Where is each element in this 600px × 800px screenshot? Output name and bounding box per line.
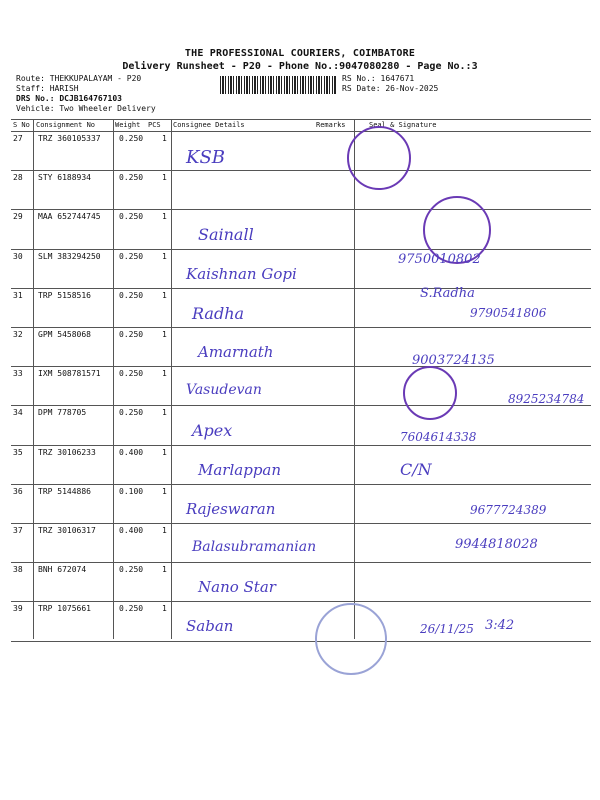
row-consignee-handwritten: Rajeswaran <box>186 499 276 518</box>
route-text: Route: THEKKUPALAYAM - P20 <box>16 74 142 83</box>
signature-text: 9003724135 <box>412 353 495 368</box>
runsheet-subtitle: Delivery Runsheet - P20 - Phone No.:9047080280 - Page No.:3 <box>122 61 478 72</box>
row-consignment-no: BNH 672074 <box>38 565 87 575</box>
row-pcs: 1 <box>162 408 167 418</box>
row-sno: 39 <box>13 604 23 614</box>
row-sno: 32 <box>13 330 23 339</box>
row-weight: 0.250 <box>119 134 144 143</box>
signature-text: 3:42 <box>485 618 515 633</box>
row-sno: 28 <box>13 173 23 183</box>
row-consignee-handwritten: Nano Star <box>198 578 276 597</box>
row-weight: 0.250 <box>119 565 144 575</box>
row-consignee-handwritten: Kaishnan Gopi <box>186 264 297 283</box>
row-consignee-handwritten: Marlappan <box>198 460 282 479</box>
row-consignee-handwritten: Sainall <box>198 225 254 245</box>
row-consignment-no: GPM 5458068 <box>38 330 91 339</box>
row-sno: 38 <box>13 565 23 575</box>
signature-text: 9677724389 <box>470 503 547 517</box>
row-consignment-no: TRZ 30106233 <box>38 447 96 457</box>
signature-text: 26/11/25 <box>420 622 474 636</box>
col-consignee: Consignee Details <box>173 121 245 129</box>
row-weight: 0.250 <box>119 330 144 339</box>
row-consignee-handwritten: Apex <box>192 421 233 441</box>
row-consignment-no: TRZ 360105337 <box>38 134 101 143</box>
row-sno: 30 <box>13 251 23 261</box>
col-remarks: Remarks <box>316 121 346 129</box>
col-sno: S No <box>13 121 30 129</box>
vehicle-text: Vehicle: Two Wheeler Delivery <box>16 104 156 113</box>
row-pcs: 1 <box>162 369 167 379</box>
seal-stamp <box>315 603 387 675</box>
row-weight: 0.400 <box>119 526 144 535</box>
row-consignment-no: TRP 1075661 <box>38 604 91 614</box>
row-weight: 0.250 <box>119 408 144 418</box>
row-consignment-no: IXM 508781571 <box>38 369 101 379</box>
row-pcs: 1 <box>162 565 167 575</box>
row-sno: 27 <box>13 134 23 143</box>
row-consignment-no: MAA 652744745 <box>38 212 101 222</box>
row-consignment-no: TRZ 30106317 <box>38 526 96 535</box>
row-pcs: 1 <box>162 447 167 457</box>
row-pcs: 1 <box>162 330 167 339</box>
rs-no-text: RS No.: 1647671 <box>342 74 415 83</box>
row-weight: 0.250 <box>119 251 144 261</box>
rs-date-text: RS Date: 26-Nov-2025 <box>342 84 439 93</box>
row-sno: 33 <box>13 369 23 379</box>
seal-stamp <box>403 366 457 420</box>
col-consignment: Consignment No <box>36 121 96 129</box>
row-pcs: 1 <box>162 134 167 143</box>
row-weight: 0.250 <box>119 173 144 183</box>
row-consignee-handwritten: KSB <box>186 147 226 168</box>
barcode <box>220 76 336 94</box>
row-sno: 34 <box>13 408 23 418</box>
drs-text: DRS No.: DCJB164767103 <box>16 94 122 103</box>
col-weight: Weight <box>115 121 141 129</box>
row-sno: 29 <box>13 212 23 222</box>
signature-text: 9790541806 <box>470 306 547 320</box>
runsheet-table <box>11 119 591 639</box>
row-pcs: 1 <box>162 251 167 261</box>
col-seal: Seal & Signature <box>369 121 437 129</box>
row-pcs: 1 <box>162 212 167 222</box>
row-consignee-handwritten: Radha <box>192 303 245 323</box>
col-pcs: PCS <box>148 121 161 129</box>
row-consignee-handwritten: Amarnath <box>198 343 274 361</box>
row-sno: 36 <box>13 486 23 496</box>
row-pcs: 1 <box>162 526 167 535</box>
row-consignee-handwritten: Balasubramanian <box>192 539 317 555</box>
row-weight: 0.250 <box>119 212 144 222</box>
row-weight: 0.250 <box>119 290 144 300</box>
row-sno: 37 <box>13 526 23 535</box>
company-title: THE PROFESSIONAL COURIERS, COIMBATORE <box>184 48 416 59</box>
row-consignment-no: TRP 5144886 <box>38 486 91 496</box>
row-weight: 0.100 <box>119 486 144 496</box>
row-sno: 35 <box>13 447 23 457</box>
row-pcs: 1 <box>162 290 167 300</box>
row-weight: 0.400 <box>119 447 144 457</box>
row-consignee-handwritten: Saban <box>186 617 234 636</box>
signature-text: C/N <box>400 460 432 479</box>
meta-left <box>16 74 156 114</box>
row-pcs: 1 <box>162 604 167 614</box>
signature-text: 9944818028 <box>455 537 538 552</box>
row-consignment-no: STY 6188934 <box>38 173 91 183</box>
row-weight: 0.250 <box>119 369 144 379</box>
signature-text: 7604614338 <box>400 430 477 444</box>
row-consignment-no: TRP 5158516 <box>38 290 91 300</box>
row-pcs: 1 <box>162 486 167 496</box>
signature-text: S.Radha <box>420 286 475 301</box>
row-sno: 31 <box>13 290 23 300</box>
row-pcs: 1 <box>162 173 167 183</box>
staff-text: Staff: HARISH <box>16 84 79 93</box>
row-weight: 0.250 <box>119 604 144 614</box>
row-consignee-handwritten: Vasudevan <box>186 382 262 399</box>
seal-stamp <box>347 126 411 190</box>
signature-text: 9750010802 <box>398 252 481 267</box>
row-consignment-no: DPM 778705 <box>38 408 87 418</box>
row-consignment-no: SLM 383294250 <box>38 251 101 261</box>
signature-text: 8925234784 <box>508 392 585 406</box>
meta-right <box>342 74 438 94</box>
